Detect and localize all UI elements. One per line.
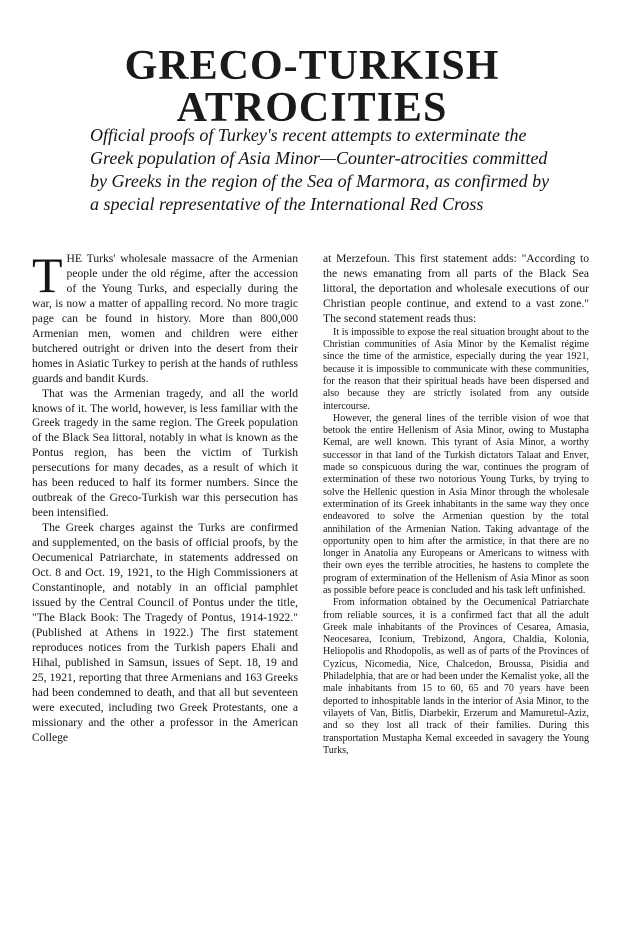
subtitle-line: Official proofs of Turkey's recent attempts to exterminate the [90,125,527,145]
paragraph: That was the Armenian tragedy, and all the world knows of it. The world, however, is less familiar with the Greek tragedy in the same region. The Greek population of the Black Sea littoral, notably in what is known as the Pontus region, has been the victim of Turkish persecutions for many decades, as a result of which it has been reduced to half its former numbers. Since the outbreak of the Greco-Turkish war this persecution has been intensified. [32,386,298,520]
article-title-line-2: ATROCITIES [176,85,448,131]
paragraph: The Greek charges against the Turks are confirmed and supplemented, on the basis of official proofs, by the Oecumenical Patriarchate, in statements addressed on Oct. 8 and Oct. 19, 1921, to the High Commissioners at Constantinople, and notably in an official pamphlet issued by the Central Council of Pontus under the title, "The Black Book: The Tragedy of Pontus, 1914-1922." (Published at Athens in 1922.) The first statement reproduces notices from the Turkish papers Ehali and Hihal, published in Samsun, issues of Sept. 18, 19 and 25, 1921, reporting that three Armenians and 163 Greeks had been condemned to death, and that all but seventeen were executed, including two Greek Protestants, one a missionary and the other a professor in the American College [32,521,298,744]
paragraph-text: HE Turks' wholesale massacre of the Armenian people under the old régime, after the accession of the Young Turks, and especially during the war, is now a matter of appalling record. No more tragic page can be found in history. More than 800,000 Armenian men, women and children were either butchered outright or driven into the desert from their homes in Asiatic Turkey to perish at the hands of ruthless guards and bandit Kurds. [32,252,298,385]
left-column [32,247,298,745]
subtitle-line: by Greeks in the region of the Sea of Marmora, as confirmed by [90,171,550,191]
drop-cap: T [32,247,63,303]
quoted-paragraph: From information obtained by the Oecumenical Patriarchate from reliable sources, it is a confirmed fact that all the adult Greek male inhabitants of the Provinces of Cesarea, Amasia, Neocesarea, Iconium, Trebizond, Angora, Chaldia, Kolonia, Heliopolis and Rhodopolis, as well as of parts of the Provinces of Cyzicus, Nicomedia, Nice, Chalcedon, Broussa, Pisidia and Philadelphia, that are or had been under the Kemalist yoke, all the male inhabitants from 15 to 60, 65 and 70 years have been deported to inhospitable lands in the interior of Asia Minor, to the vilayets of Van, Bitlis, Diarbekir, Erzerum and Mamuretul-Aziz, and so they lost all track of their families. During this transportation Mustapha Kemal exceeded in savagery the Young Turks, [323,597,589,756]
article-subtitle [90,124,570,216]
quoted-paragraph: However, the general lines of the terrible vision of woe that betook the entire Hellenism of Asia Minor, owing to Mustapha Kemal, are well known. This tyrant of Asia Minor, a worthy successor in that land of the Turkish dictators Talaat and Enver, made so conspicuous during the war, continues the program of extermination of these two notorious Young Turks, by trying to solve the Hellenic question in Asia Minor through the wholesale extermination of its Greek inhabitants in the same way they once endeavored to solve the Armenian question by the total annihilation of the Armenian Nation. Taking advantage of the opportunity open to him after the armistice, in that there are no longer in Anatolia any Europeans or Americans to witness with their own eyes the terrible atrocities, he hastens to complete the program of extermination of the Hellenism of Asia Minor as soon as possible before peace is concluded and his task left unfinished. [323,412,589,596]
subtitle-line: a special representative of the International Red Cross [90,194,484,214]
paragraph [32,247,298,387]
right-column [323,252,589,757]
subtitle-line: Greek population of Asia Minor—Counter-atrocities committed [90,148,548,168]
article-title-line-1: GRECO-TURKISH [124,43,500,89]
quoted-paragraph: It is impossible to expose the real situation brought about to the Christian communities of Asia Minor by the Kemalist régime since the time of the armistice, especially during the year 1921, because it is impossible to communicate with these communities, for the reason that their spiritual heads have been dispersed and also because they are strictly isolated from any outside intercourse. [323,326,589,412]
paragraph: at Merzefoun. This first statement adds: "According to the news emanating from all parts of the Black Sea littoral, the deportation and wholesale executions of our Christian people continue, and extend to a vast zone." The second statement reads thus: [323,252,589,325]
